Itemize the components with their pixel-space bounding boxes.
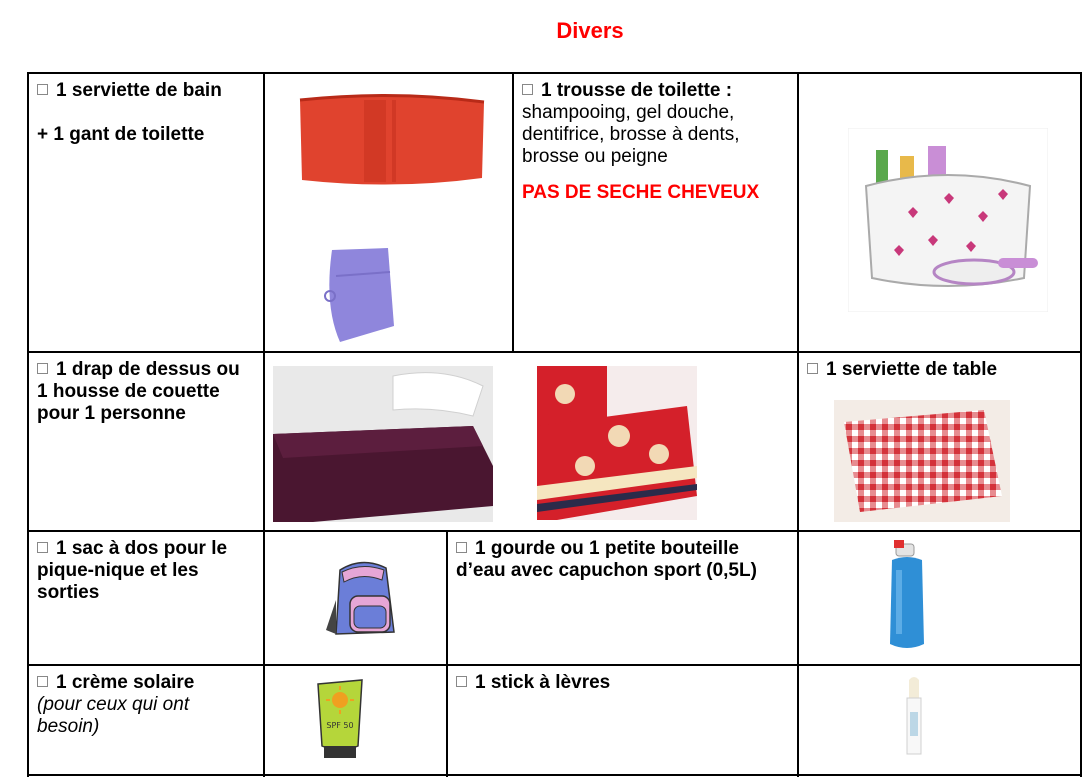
washcloth-image [318,246,400,344]
table-border-row4 [27,774,1082,776]
lip-balm-image [902,676,926,758]
sunscreen-cell [29,668,263,742]
page-title: Divers [556,18,624,43]
lip-balm-cell [448,668,797,698]
glove-text: + 1 gant de toilette [37,124,205,145]
checkbox[interactable] [37,676,48,687]
table-border-row3 [27,664,1082,666]
toiletry-bag-contents: shampooing, gel douche, dentifrice, brosse à dents, brosse ou peigne [522,102,740,167]
table-border-row1 [27,351,1082,353]
water-bottle-text: 1 gourde ou 1 petite bouteille d’eau avec capuchon sport (0,5L) [456,538,757,581]
checkbox[interactable] [522,84,533,95]
sunscreen-image [314,676,366,760]
checkbox[interactable] [37,363,48,374]
sheet-text: 1 drap de dessus ou 1 housse de couette pour 1 personne [37,359,240,424]
checkbox[interactable] [37,542,48,553]
table-border-top [27,72,1082,74]
sunscreen-note: (pour ceux qui ont besoin) [37,694,190,737]
sheet-cell [29,355,263,429]
table-border-row2 [27,530,1082,532]
toiletry-bag-title: 1 trousse de toilette : [541,80,733,101]
towel-cell [29,76,263,150]
checkbox[interactable] [456,676,467,687]
table-col-divider-1 [263,72,265,777]
backpack-text: 1 sac à dos pour le pique-nique et les sorties [37,538,228,603]
water-bottle-cell [448,534,797,586]
purple-bed-sheet-image [273,366,493,522]
lip-balm-text: 1 stick à lèvres [475,672,611,693]
sunscreen-text: 1 crème solaire [56,672,195,693]
napkin-text: 1 serviette de table [826,359,998,380]
water-bottle-image [884,540,930,652]
table-napkin-image [834,400,1010,522]
table-col-divider-3 [797,72,799,777]
toiletry-bag-image [848,128,1048,312]
table-border-right [1080,72,1082,777]
hairdryer-warning: PAS DE SECHE CHEVEUX [522,182,760,203]
napkin-cell [799,355,1080,385]
spf-label: SPF 50 [326,721,354,730]
towel-text: 1 serviette de bain [56,80,222,101]
backpack-cell [29,534,263,608]
checkbox[interactable] [37,84,48,95]
duvet-cover-image [537,366,697,520]
toiletry-bag-cell [514,76,797,208]
bath-towel-image [294,92,490,192]
backpack-image [322,560,408,644]
checkbox[interactable] [807,363,818,374]
checkbox[interactable] [456,542,467,553]
